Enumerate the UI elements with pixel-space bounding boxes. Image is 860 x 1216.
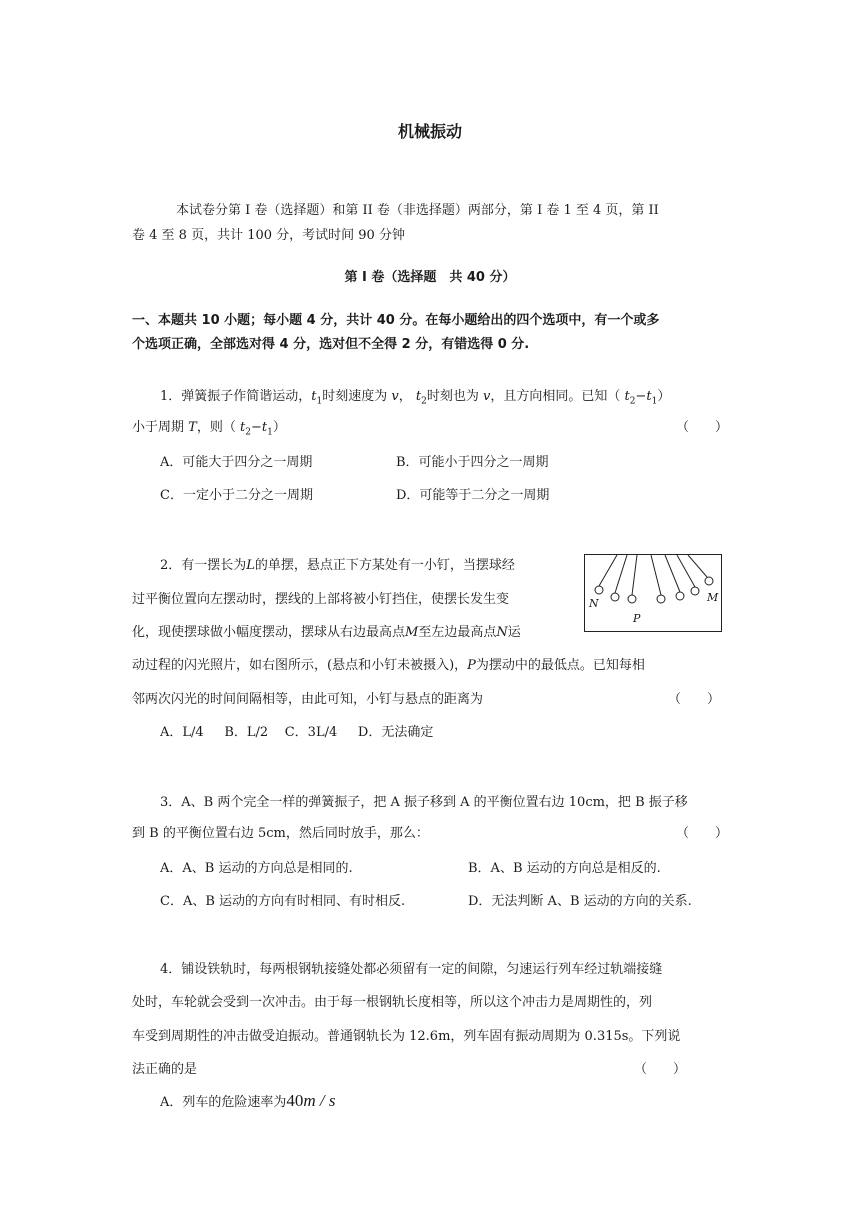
- q2-line-1: [160, 554, 515, 573]
- section-title: 第 I 卷（选择题 共 40 分）: [344, 270, 516, 285]
- q2-var-N: N: [496, 625, 508, 640]
- instructions-line-1: 一、本题共 10 小题；每小题 4 分，共计 40 分。在每小题给出的四个选项中，有一个或多: [132, 313, 660, 328]
- q2-text-1b: 的单摆，悬点正下方某处有一小钉，当摆球经: [254, 558, 515, 573]
- q1-var-T: T: [188, 420, 197, 435]
- q4-option-a: [160, 1091, 336, 1111]
- q4-line-4: 法正确的是: [132, 1062, 198, 1077]
- q2-text-3c: 运: [507, 625, 521, 640]
- q1-sub-2c: 2: [245, 427, 251, 438]
- q1-sub-1c: 1: [267, 427, 273, 438]
- q3-option-c: C．A、B 运动的方向有时相同、有时相反.: [160, 894, 406, 909]
- q1-var-t1c: t: [261, 420, 268, 435]
- figure-label-p: P: [633, 612, 641, 625]
- q2-text-1a: 2．有一摆长为: [160, 558, 247, 573]
- q2-var-L: L: [246, 558, 255, 573]
- q1-sub-1: 1: [316, 396, 323, 407]
- figure-label-n: N: [589, 597, 599, 610]
- q3-option-d: D．无法判断 A、B 运动的方向的关系.: [468, 894, 692, 909]
- q1-var-t2: t: [415, 389, 422, 404]
- q3-line-1: 3．A、B 两个完全一样的弹簧振子，把 A 振子移到 A 的平衡位置右边 10cm，把 B 振子移: [160, 795, 688, 810]
- q3-option-b: B．A、B 运动的方向总是相反的.: [468, 861, 661, 876]
- q1-text-2b: ，则（: [196, 420, 236, 435]
- q2-var-P: P: [467, 658, 476, 673]
- page-title: 机械振动: [397, 122, 462, 141]
- q1-option-d: D．可能等于二分之一周期: [396, 488, 550, 503]
- q2-option-b: B．L/2: [224, 725, 269, 740]
- q2-text-3b: 至左边最高点: [418, 625, 497, 640]
- intro-line-1: 本试卷分第 I 卷（选择题）和第 II 卷（非选择题）两部分，第 I 卷 1 至 4 页，第 II: [176, 203, 659, 218]
- q3-answer-paren: （ ）: [676, 826, 729, 841]
- q1-line-2: [132, 416, 286, 438]
- q1-option-c: C．一定小于二分之一周期: [160, 488, 313, 503]
- q1-sub-2: 2: [421, 396, 427, 407]
- q1-text-2a: 小于周期: [132, 420, 185, 435]
- q1-var-v2: v: [483, 389, 491, 404]
- q4-line-1: 4．铺设铁轨时，每两根钢轨接缝处都必须留有一定的间隙，匀速运行列车经过轨端接缝: [160, 962, 663, 977]
- q1-option-a: A．可能大于四分之一周期: [160, 455, 313, 470]
- q3-option-a: A．A、B 运动的方向总是相同的.: [160, 861, 353, 876]
- q2-answer-paren: （ ）: [668, 692, 721, 707]
- q1-var-t1b: t: [646, 389, 652, 404]
- q1-option-b: B．可能小于四分之一周期: [396, 455, 549, 470]
- q2-text-4a: 动过程的闪光照片，如右图所示，(悬点和小钉未被摄入)，: [132, 658, 468, 673]
- q4-option-a-value: 40: [286, 1091, 304, 1110]
- q2-line-5: 邻两次闪光的时间间隔相等，由此可知，小钉与悬点的距离为: [132, 692, 484, 707]
- q2-var-M: M: [405, 625, 419, 640]
- q2-line-3: [132, 621, 521, 640]
- figure-label-m: M: [707, 591, 719, 604]
- q2-option-c: C．3L/4: [284, 725, 338, 740]
- q1-text-b: 时刻速度为: [322, 389, 388, 404]
- q2-option-d: D．无法确定: [357, 725, 434, 740]
- q1-var-t2b: t: [624, 389, 630, 404]
- q1-text-e: ）: [657, 389, 671, 404]
- q1-minus: −: [635, 389, 647, 404]
- q1-var-v: v: [391, 389, 399, 404]
- q4-option-a-text: A．列车的危险速率为: [160, 1095, 287, 1110]
- q1-minus-2: −: [250, 420, 262, 435]
- q2-text-3a: 化，现使摆球做小幅度摆动，摆球从右边最高点: [132, 625, 406, 640]
- q2-text-4b: 为摆动中的最低点。已知每相: [475, 658, 645, 673]
- q2-line-2: 过平衡位置向左摆动时，摆线的上部将被小钉挡住，使摆长发生变: [132, 592, 510, 607]
- q4-line-3: 车受到周期性的冲击做受迫振动。普通钢轨长为 12.6m，列车固有振动周期为 0.315s。下列说: [132, 1029, 681, 1044]
- q1-sub-2b: 2: [629, 396, 636, 407]
- instructions-line-2: 个选项正确，全部选对得 4 分，选对但不全得 2 分，有错选得 0 分.: [132, 337, 530, 352]
- pendulum-flash-figure: [584, 554, 722, 632]
- q1-var-t2c: t: [239, 420, 246, 435]
- q1-var-t1: t: [311, 389, 317, 404]
- q1-text-d: ，且方向相同。已知（: [490, 389, 621, 404]
- q1-answer-paren: （ ）: [676, 420, 729, 435]
- pendulum-diagram: [585, 555, 721, 631]
- q4-option-a-unit: m / s: [303, 1091, 336, 1110]
- q4-answer-paren: （ ）: [634, 1062, 687, 1077]
- q2-option-a: A．L/4: [160, 725, 204, 740]
- intro-line-2: 卷 4 至 8 页，共计 100 分，考试时间 90 分钟: [132, 228, 405, 243]
- q1-text-a: 1．弹簧振子作简谐运动，: [160, 389, 312, 404]
- q4-line-2: 处时，车轮就会受到一次冲击。由于每一根钢轨长度相等，所以这个冲击力是周期性的，列: [132, 995, 653, 1010]
- q1-text-c: 时刻也为: [426, 389, 479, 404]
- q1-sub-1b: 1: [651, 396, 658, 407]
- q1-text-2c: ）: [272, 420, 286, 435]
- q2-line-4: [132, 654, 645, 673]
- q3-line-2: 到 B 的平衡位置右边 5cm，然后同时放手，那么：: [132, 826, 429, 841]
- q1-line-1: 1．弹簧振子作简谐运动，$t_1$时刻速度为 v， $t_2$时刻也为 v，且方向相同。已知（ $t_2-t_1$）: [160, 389, 671, 407]
- q2-options: [160, 721, 433, 740]
